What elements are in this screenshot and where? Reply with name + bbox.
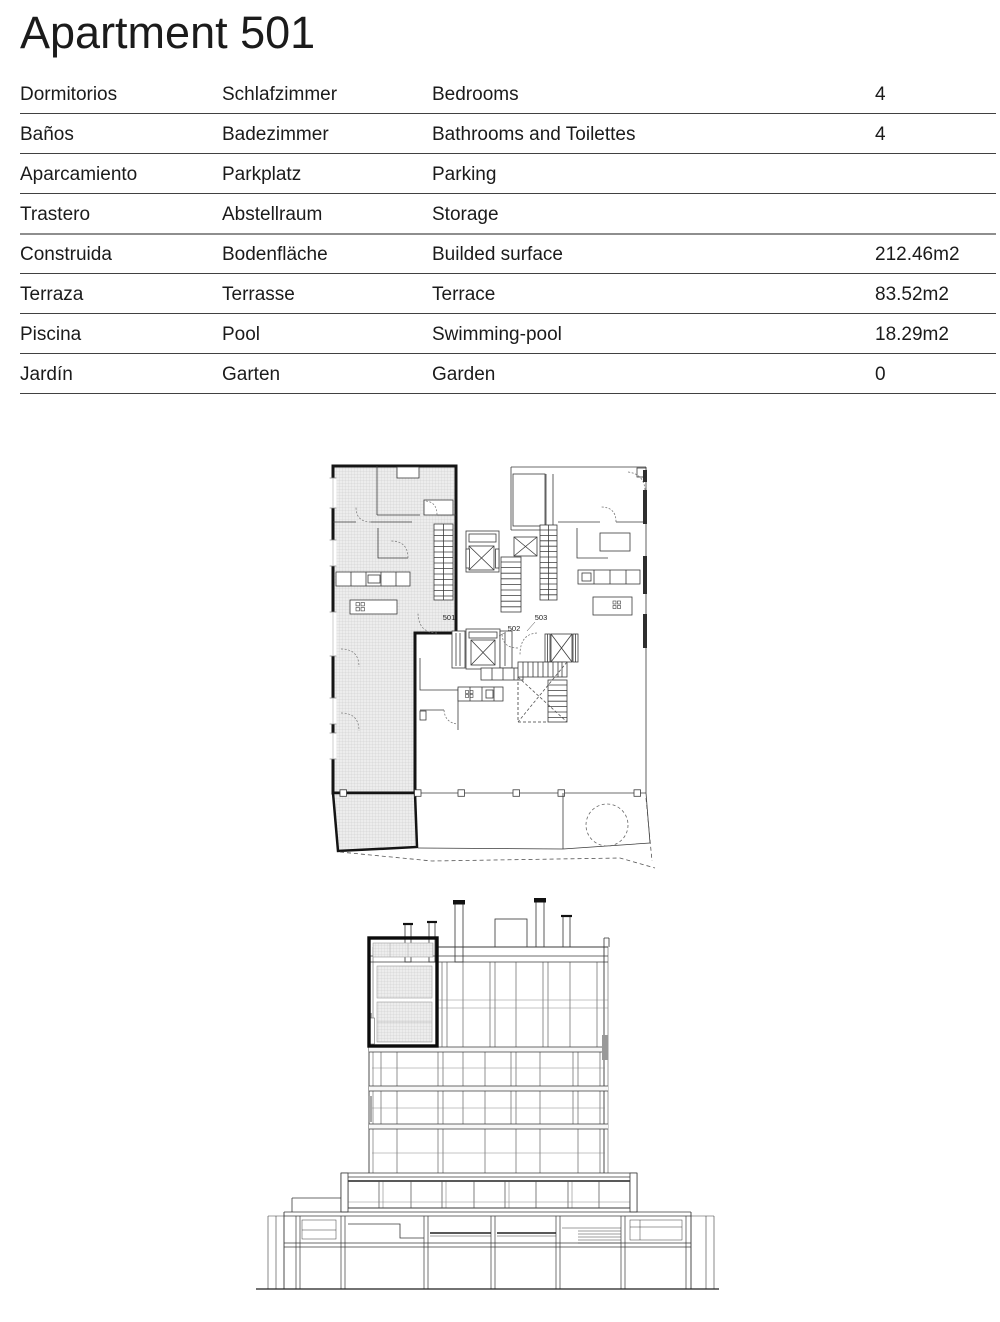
stair-lower <box>518 662 567 722</box>
spec-cell-en: Garden <box>432 364 496 385</box>
spec-row <box>20 153 996 194</box>
spec-cell-de: Terrasse <box>222 284 295 305</box>
floor-plan-drawing <box>320 455 670 880</box>
label-unit-501: 501 <box>442 613 456 622</box>
spec-cell-de: Garten <box>222 364 281 385</box>
spec-cell-de: Badezimmer <box>222 124 329 145</box>
spec-row <box>20 193 996 235</box>
label-unit-502: 502 <box>507 624 521 633</box>
spec-cell-value: 212.46m2 <box>875 244 960 265</box>
spec-cell-es: Construida <box>20 244 112 265</box>
spec-row <box>20 353 996 394</box>
spec-row <box>20 273 996 314</box>
stair-interior-501 <box>434 524 453 600</box>
spec-cell-es: Jardín <box>20 364 73 385</box>
spec-cell-en: Builded surface <box>432 244 563 265</box>
spec-cell-es: Aparcamiento <box>20 164 138 185</box>
label-unit-503: 503 <box>534 613 548 622</box>
page-title: Apartment 501 <box>20 7 316 58</box>
spec-cell-de: Schlafzimmer <box>222 84 338 105</box>
stair-flight-b <box>540 525 557 600</box>
spec-cell-es: Dormitorios <box>20 84 118 105</box>
spec-cell-de: Bodenfläche <box>222 244 328 265</box>
dashed-circle <box>586 804 628 846</box>
spec-cell-en: Terrace <box>432 284 496 305</box>
building-elevation-drawing <box>255 895 725 1295</box>
spec-cell-es: Trastero <box>20 204 91 225</box>
spec-cell-es: Terraza <box>20 284 84 305</box>
unit-501-elevation-highlight <box>369 938 437 1046</box>
spec-cell-value: 0 <box>875 364 886 385</box>
core-lower <box>452 629 578 722</box>
spec-cell-de: Parkplatz <box>222 164 302 185</box>
spec-cell-value: 18.29m2 <box>875 324 949 345</box>
spec-cell-en: Bathrooms and Toilettes <box>432 124 636 145</box>
stair-flight-a <box>501 557 521 612</box>
spec-row <box>20 233 996 274</box>
spec-row <box>20 73 996 114</box>
spec-cell-de: Abstellraum <box>222 204 323 225</box>
roof-chimneys <box>403 898 609 962</box>
spec-row <box>20 113 996 154</box>
spec-cell-en: Storage <box>432 204 499 225</box>
midband-floor <box>292 1173 637 1212</box>
spec-cell-en: Swimming-pool <box>432 324 562 345</box>
spec-cell-es: Baños <box>20 124 74 145</box>
spec-cell-value: 4 <box>875 84 886 105</box>
spec-row <box>20 313 996 354</box>
spec-table <box>20 73 996 393</box>
core-upper <box>466 467 557 612</box>
spec-cell-en: Bedrooms <box>432 84 519 105</box>
spec-cell-value: 83.52m2 <box>875 284 949 305</box>
spec-cell-value: 4 <box>875 124 886 145</box>
base-podium <box>268 1212 714 1289</box>
spec-cell-es: Piscina <box>20 324 82 345</box>
spec-cell-de: Pool <box>222 324 261 345</box>
spec-cell-en: Parking <box>432 164 497 185</box>
